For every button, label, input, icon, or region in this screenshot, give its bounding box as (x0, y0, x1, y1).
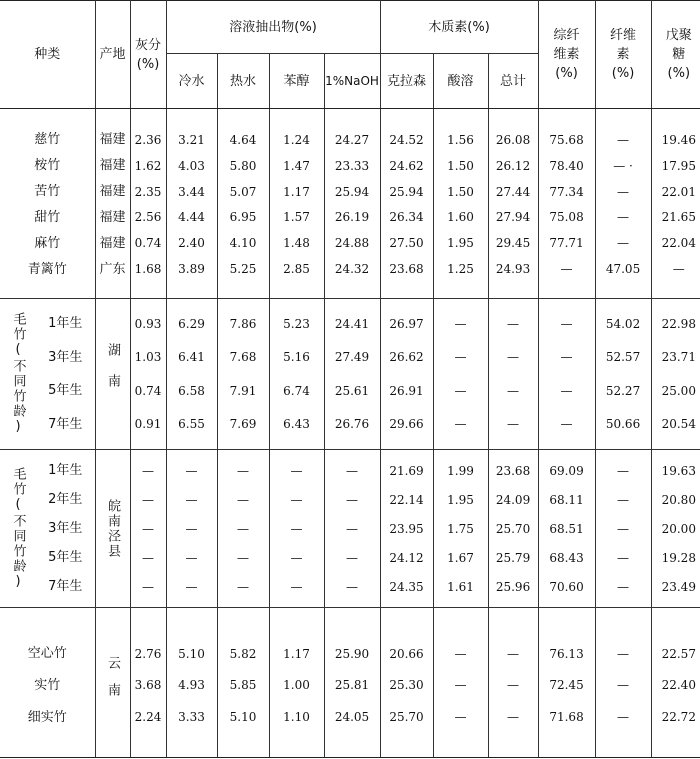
header-holocellulose (538, 1, 595, 109)
value-cell: — (507, 383, 520, 398)
value-cell: 1.24 (283, 132, 310, 147)
label-text: 湖南 (105, 343, 121, 405)
value-cell: 1.56 (447, 132, 474, 147)
label-text: 纤维 (610, 28, 637, 43)
value-cell: 25.94 (334, 184, 370, 199)
value-cell: 6.74 (283, 383, 310, 398)
value-cell: 5年生 (48, 550, 83, 565)
species-name: 苦竹 (34, 184, 61, 200)
value-cell: 6.55 (178, 417, 205, 432)
value-cell: 50.66 (605, 417, 641, 432)
value-cell: 21.69 (389, 463, 424, 478)
value-cell: 5.10 (178, 646, 205, 661)
value-cell: 26.19 (334, 210, 370, 225)
value-cell: 1.61 (447, 579, 474, 594)
value-cell: 5.25 (229, 262, 257, 277)
label-text: 毛竹(不同竹龄) (10, 466, 26, 591)
value-cell: 25.70 (495, 521, 531, 536)
value-cell: 5.82 (229, 646, 257, 661)
value-cell: — (346, 579, 359, 594)
value-cell: 4.03 (178, 158, 205, 173)
value-cell: 2.40 (178, 236, 205, 251)
value-cell: — (142, 492, 155, 507)
group3-ages (36, 450, 95, 608)
group2-block (0, 299, 700, 450)
value-cell: 5年生 (48, 383, 83, 399)
value-cell: 3.33 (178, 710, 205, 725)
value-cell: 24.62 (389, 158, 424, 173)
value-cell: 24.05 (334, 710, 370, 725)
label-text: 云南 (105, 655, 121, 710)
value-cell: — (185, 550, 198, 565)
value-cell: 75.08 (549, 210, 584, 225)
value-cell: 68.43 (549, 550, 584, 565)
value-cell: 77.71 (549, 236, 584, 251)
value-cell: 25.00 (661, 383, 696, 398)
label-text: 素 (616, 47, 630, 62)
value-cell: 25.79 (495, 550, 531, 565)
value-cell: 5.80 (229, 158, 257, 173)
value-cell: — (672, 262, 685, 277)
value-cell: 3.68 (134, 678, 162, 693)
value-cell: 1.47 (283, 158, 310, 173)
header-naoh: 1%NaOH (324, 54, 380, 109)
value-cell: 26.76 (334, 417, 370, 432)
value-cell: 1.48 (283, 236, 310, 251)
value-cell: 7年生 (48, 416, 83, 432)
value-cell: 5.16 (283, 350, 310, 365)
value-cell: 22.57 (661, 646, 696, 661)
label-text: (%) (611, 66, 635, 81)
value-cell: 1.25 (447, 262, 474, 277)
value-cell: — (237, 492, 250, 507)
value-cell: — (454, 350, 467, 365)
value-cell: 70.60 (549, 579, 584, 594)
value-cell: 1.17 (283, 184, 310, 199)
value-cell: — (617, 210, 630, 225)
group1-species-cell (0, 109, 95, 299)
value-cell: 47.05 (605, 262, 641, 277)
value-cell: 24.52 (389, 132, 424, 147)
species-name: 麻竹 (34, 235, 61, 251)
value-cell: 25.30 (389, 678, 424, 693)
value-cell: — (507, 350, 520, 365)
value-cell: 21.65 (661, 210, 696, 225)
species-name: 慈竹 (34, 132, 61, 148)
value-cell: 3.21 (178, 132, 205, 147)
value-cell: 2.35 (134, 184, 162, 199)
value-cell: 24.41 (334, 316, 370, 331)
value-cell: 1.60 (447, 210, 474, 225)
value-cell: — (617, 678, 630, 693)
value-cell: — (560, 417, 573, 432)
value-cell: — (507, 417, 520, 432)
value-cell: — (142, 579, 155, 594)
value-cell: 20.00 (661, 521, 696, 536)
header-solvent-group: 溶液抽出物(%) (166, 1, 380, 54)
value-cell: — (617, 521, 630, 536)
value-cell: — (346, 521, 359, 536)
value-cell: 1年生 (48, 463, 83, 478)
value-cell: — (290, 579, 303, 594)
value-cell: 78.40 (549, 158, 584, 173)
value-cell: 24.27 (334, 132, 370, 147)
value-cell: 1.99 (447, 463, 474, 478)
group3-origin (95, 450, 130, 608)
value-cell: — (617, 132, 630, 147)
header-pentosan (651, 1, 700, 109)
value-cell: — (290, 463, 303, 478)
value-cell: 22.40 (661, 678, 696, 693)
value-cell: 17.95 (661, 158, 696, 173)
value-cell: 19.46 (661, 132, 696, 147)
value-cell: 25.94 (389, 184, 424, 199)
value-cell: 1.50 (447, 184, 474, 199)
value-cell: 2.76 (134, 646, 162, 661)
value-cell: — (617, 646, 630, 661)
value-cell: — (185, 521, 198, 536)
value-cell: 22.98 (661, 316, 696, 331)
value-cell: 20.66 (389, 646, 424, 661)
value-cell: 2.56 (134, 210, 162, 225)
value-cell: 54.02 (605, 316, 641, 331)
value-cell: 7.86 (229, 316, 257, 331)
value-cell: 26.91 (389, 383, 424, 398)
value-cell: 2.36 (134, 132, 162, 147)
value-cell: 0.93 (134, 316, 162, 331)
value-cell: 77.34 (549, 184, 584, 199)
species-name: 青篱竹 (27, 261, 67, 277)
label-text: (%) (555, 66, 578, 81)
value-cell: 福建 (99, 158, 126, 174)
header-species: 种类 (0, 1, 95, 109)
value-cell: 25.61 (334, 383, 370, 398)
value-cell: 3年生 (48, 349, 83, 365)
value-cell: 1.03 (134, 350, 162, 365)
value-cell: — · (613, 158, 633, 173)
value-cell: 23.33 (334, 158, 370, 173)
value-cell: 1.57 (283, 210, 310, 225)
value-cell: 1.17 (283, 646, 310, 661)
value-cell: — (454, 710, 467, 725)
label-text: 戊聚 (665, 28, 692, 43)
species-name: 空心竹 (27, 646, 67, 662)
header-origin: 产地 (95, 1, 130, 109)
value-cell: 3.89 (178, 262, 205, 277)
value-cell: 68.11 (549, 492, 584, 507)
value-cell: 23.68 (389, 262, 424, 277)
value-cell: — (507, 710, 520, 725)
value-cell: 0.91 (134, 417, 162, 432)
header-acid-soluble: 酸溶 (433, 54, 488, 109)
header-ash (130, 1, 166, 109)
value-cell: 20.54 (661, 417, 696, 432)
group4-species-cell (0, 608, 95, 758)
value-cell: 2年生 (48, 492, 83, 507)
value-cell: — (560, 350, 573, 365)
value-cell: 4.93 (178, 678, 205, 693)
value-cell: 1.75 (447, 521, 474, 536)
value-cell: — (454, 316, 467, 331)
group3-block (0, 450, 700, 608)
group4-block (0, 608, 700, 758)
header-benzene-alcohol: 苯醇 (269, 54, 324, 109)
value-cell: 1.50 (447, 158, 474, 173)
value-cell: 27.50 (389, 236, 424, 251)
value-cell: — (507, 316, 520, 331)
label-text: 糖 (672, 47, 686, 62)
value-cell: 68.51 (549, 521, 584, 536)
value-cell: 20.80 (661, 492, 696, 507)
value-cell: 1.67 (447, 550, 474, 565)
value-cell: — (617, 710, 630, 725)
group4-origin (95, 608, 130, 758)
value-cell: — (290, 521, 303, 536)
value-cell: 4.44 (178, 210, 205, 225)
value-cell: 福建 (99, 235, 126, 251)
value-cell: 22.14 (389, 492, 424, 507)
header-lignin-total: 总计 (488, 54, 538, 109)
header-hot-water: 热水 (217, 54, 269, 109)
value-cell: 26.62 (389, 350, 424, 365)
header-cold-water: 冷水 (166, 54, 217, 109)
value-cell: 27.44 (495, 184, 531, 199)
value-cell: — (290, 550, 303, 565)
value-cell: — (617, 463, 630, 478)
value-cell: 1年生 (48, 316, 83, 332)
value-cell: 1.68 (134, 262, 162, 277)
value-cell: 5.85 (229, 678, 257, 693)
value-cell: 广东 (99, 261, 126, 277)
value-cell: 52.27 (605, 383, 641, 398)
value-cell: 23.95 (389, 521, 424, 536)
group2-origin (95, 299, 130, 450)
value-cell: 5.23 (283, 316, 310, 331)
value-cell: 6.29 (178, 316, 205, 331)
value-cell: 6.95 (229, 210, 257, 225)
value-cell: — (237, 579, 250, 594)
value-cell: 29.45 (495, 236, 531, 251)
value-cell: 5.07 (229, 184, 257, 199)
group2-ages (36, 299, 95, 450)
value-cell: 26.08 (495, 132, 531, 147)
value-cell: 72.45 (549, 678, 584, 693)
species-name: 实竹 (34, 677, 61, 693)
value-cell: — (617, 492, 630, 507)
value-cell: — (454, 646, 467, 661)
value-cell: 69.09 (549, 463, 584, 478)
value-cell: — (454, 678, 467, 693)
value-cell: 22.04 (661, 236, 696, 251)
value-cell: 1.95 (447, 492, 474, 507)
label-text: 综纤 (553, 28, 580, 43)
value-cell: 76.13 (549, 646, 584, 661)
group1-origin-cell (95, 109, 130, 299)
value-cell: — (237, 521, 250, 536)
value-cell: 27.94 (495, 210, 531, 225)
value-cell: 5.10 (229, 710, 257, 725)
value-cell: 52.57 (605, 350, 641, 365)
value-cell: — (185, 492, 198, 507)
value-cell: 7.69 (229, 417, 257, 432)
value-cell: 4.64 (229, 132, 257, 147)
value-cell: — (454, 383, 467, 398)
species-name: 桉竹 (34, 158, 61, 174)
value-cell: 25.81 (334, 678, 370, 693)
group3-species-label (0, 450, 36, 608)
species-name: 甜竹 (34, 209, 61, 225)
value-cell: 25.70 (389, 710, 424, 725)
value-cell: — (142, 463, 155, 478)
value-cell: 7.91 (229, 383, 257, 398)
value-cell: 1.62 (134, 158, 162, 173)
value-cell: 22.01 (661, 184, 696, 199)
group1-block (0, 109, 700, 299)
value-cell: 71.68 (549, 710, 584, 725)
value-cell: 4.10 (229, 236, 257, 251)
value-cell: 24.12 (389, 550, 424, 565)
value-cell: 2.24 (134, 710, 162, 725)
value-cell: 3.44 (178, 184, 205, 199)
value-cell: 23.71 (661, 350, 696, 365)
value-cell: — (237, 550, 250, 565)
label-text: (%) (667, 66, 691, 81)
value-cell: 24.09 (495, 492, 531, 507)
value-cell: — (560, 383, 573, 398)
value-cell: 19.63 (661, 463, 696, 478)
value-cell: — (142, 550, 155, 565)
value-cell: 7年生 (48, 579, 83, 594)
header-cellulose (595, 1, 651, 109)
value-cell: — (507, 646, 520, 661)
value-cell: 0.74 (134, 236, 162, 251)
value-cell: — (617, 550, 630, 565)
value-cell: 3年生 (48, 521, 83, 536)
value-cell: 25.96 (495, 579, 531, 594)
value-cell: 19.28 (661, 550, 696, 565)
value-cell: — (617, 236, 630, 251)
value-cell: 23.49 (661, 579, 696, 594)
value-cell: 24.35 (389, 579, 424, 594)
value-cell: — (185, 463, 198, 478)
value-cell: 23.68 (495, 463, 531, 478)
value-cell: — (346, 550, 359, 565)
label-text: 皖南泾县 (105, 498, 121, 559)
value-cell: 75.68 (549, 132, 584, 147)
value-cell: 0.74 (134, 383, 162, 398)
value-cell: 福建 (99, 184, 126, 200)
value-cell: 26.34 (389, 210, 424, 225)
value-cell: 6.58 (178, 383, 205, 398)
value-cell: 1.95 (447, 236, 474, 251)
label-text: 维素 (553, 47, 580, 62)
value-cell: — (290, 492, 303, 507)
value-cell: 6.43 (283, 417, 310, 432)
value-cell: — (560, 316, 573, 331)
value-cell: — (507, 678, 520, 693)
species-name: 细实竹 (27, 709, 67, 725)
value-cell: 福建 (99, 209, 126, 225)
value-cell: 26.97 (389, 316, 424, 331)
value-cell: 2.85 (283, 262, 310, 277)
value-cell: 6.41 (178, 350, 205, 365)
value-cell: 27.49 (334, 350, 370, 365)
value-cell: — (454, 417, 467, 432)
value-cell: — (617, 579, 630, 594)
value-cell: 7.68 (229, 350, 257, 365)
value-cell: 26.12 (495, 158, 531, 173)
value-cell: — (617, 184, 630, 199)
value-cell: 29.66 (389, 417, 424, 432)
header-klason: 克拉森 (380, 54, 433, 109)
value-cell: — (237, 463, 250, 478)
value-cell: 25.90 (334, 646, 370, 661)
header-ash-label: 灰分 (135, 37, 162, 53)
group2-species-label (0, 299, 36, 450)
value-cell: — (142, 521, 155, 536)
label-text: 毛竹(不同竹龄) (10, 312, 26, 436)
value-cell: 24.93 (495, 262, 531, 277)
value-cell: — (560, 262, 573, 277)
value-cell: 1.00 (283, 678, 310, 693)
value-cell: — (346, 492, 359, 507)
value-cell: — (346, 463, 359, 478)
value-cell: — (185, 579, 198, 594)
value-cell: 22.72 (661, 710, 696, 725)
value-cell: 福建 (99, 132, 126, 148)
header-lignin-group: 木质素(%) (380, 1, 538, 54)
header-ash-unit: (%) (136, 56, 160, 72)
value-cell: 1.10 (283, 710, 310, 725)
value-cell: 24.32 (334, 262, 370, 277)
value-cell: 24.88 (334, 236, 370, 251)
